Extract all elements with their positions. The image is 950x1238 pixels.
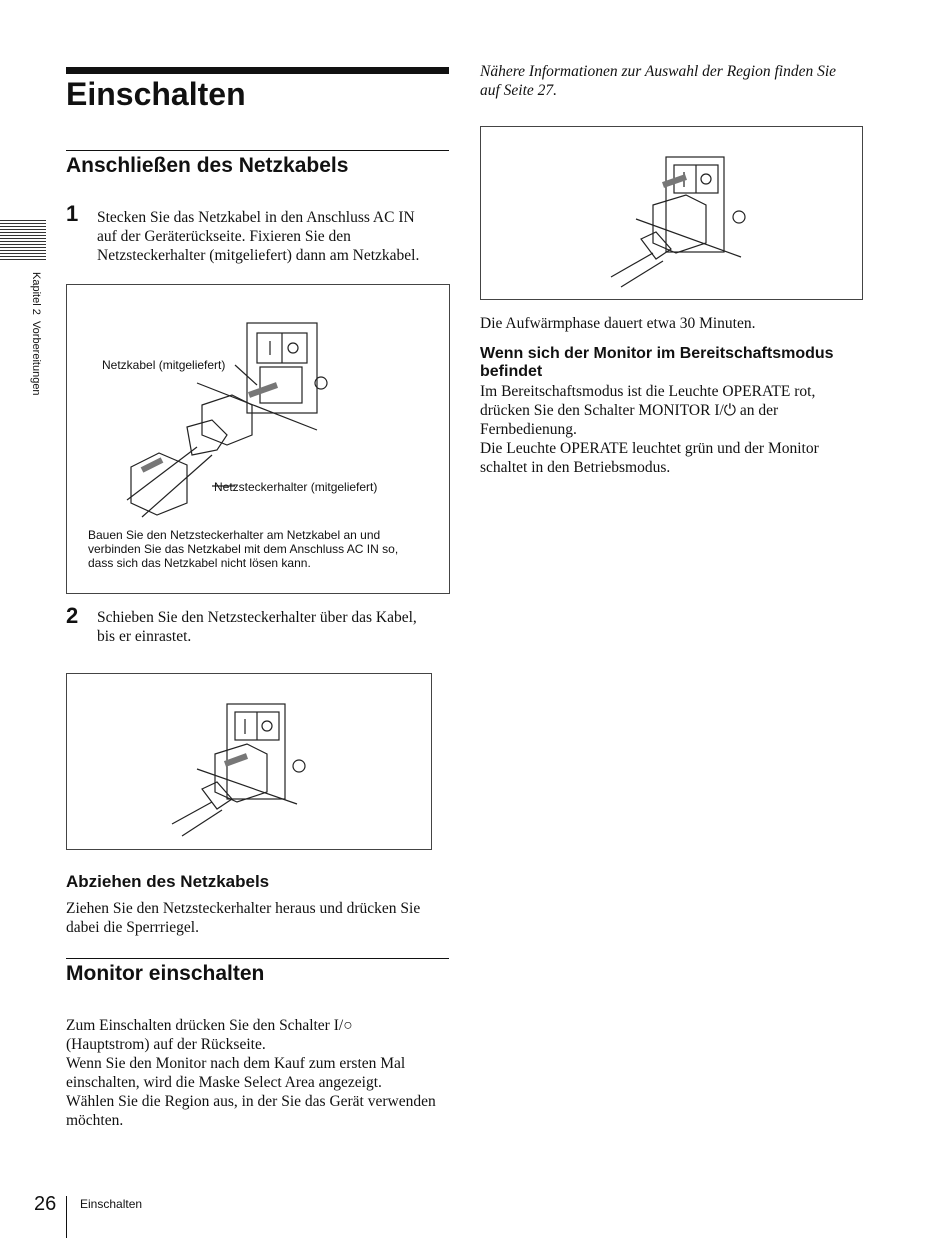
disconnect-text [66, 899, 449, 937]
text-line: Netzsteckerhalter (mitgeliefert) dann am Netzkabel. [97, 247, 420, 264]
figure-plug-locked [66, 673, 432, 850]
step2-text [97, 608, 449, 646]
standby-text [480, 382, 870, 477]
caption-line: dass sich das Netzkabel nicht lösen kann. [88, 556, 311, 570]
section-title-power-on: Monitor einschalten [66, 962, 265, 985]
figure-connect-cable [66, 284, 450, 594]
label-power-cable: Netzkabel (mitgeliefert) [102, 358, 226, 372]
section-rule [66, 150, 449, 151]
section-rule [66, 958, 449, 959]
text-line: einschalten, wird die Maske Select Area angezeigt. [66, 1074, 382, 1091]
power-on-text [66, 1016, 449, 1130]
text-line: Ziehen Sie den Netzsteckerhalter heraus und drücken Sie [66, 900, 421, 917]
section-title-disconnect: Abziehen des Netzkabels [66, 872, 270, 891]
text-line: schaltet in den Betriebsmodus. [480, 459, 671, 476]
text-line: bis er einrastet. [97, 628, 192, 645]
chapter-side-label [30, 272, 42, 396]
text-line: Im Bereitschaftsmodus ist die Leuchte OPERATE rot, [480, 383, 816, 400]
text-line: drücken Sie den Schalter MONITOR I/⏻ an der [480, 402, 779, 419]
caption-line: Bauen Sie den Netzsteckerhalter am Netzkabel an und [88, 528, 381, 542]
page-number: 26 [34, 1193, 57, 1215]
text-line: Nähere Informationen zur Auswahl der Region finden Sie [480, 63, 837, 80]
text-line: Zum Einschalten drücken Sie den Schalter I/○ [66, 1017, 353, 1034]
text-line: Die Leuchte OPERATE leuchtet grün und der Monitor [480, 440, 819, 457]
text-line: auf Seite 27. [480, 82, 558, 99]
section-label: Vorbereitungen [30, 320, 42, 396]
figure-caption [88, 528, 438, 570]
footer-divider [66, 1196, 67, 1238]
text-line: Wählen Sie die Region aus, in der Sie das Gerät verwenden [66, 1093, 436, 1110]
text-line: auf der Geräterückseite. Fixieren Sie den [97, 228, 351, 245]
heading-line: Wenn sich der Monitor im Bereitschaftsmodus [480, 345, 834, 362]
text-line: dabei die Sperrriegel. [66, 919, 199, 936]
region-info-note [480, 62, 870, 100]
chapter-rule [66, 67, 449, 74]
text-line: Fernbedienung. [480, 421, 577, 438]
chapter-tab-marker [0, 220, 46, 262]
label-plug-holder: Netzsteckerhalter (mitgeliefert) [214, 480, 378, 494]
figure-plug-right [480, 126, 863, 300]
text-line: Wenn Sie den Monitor nach dem Kauf zum ersten Mal [66, 1055, 406, 1072]
step-number: 1 [66, 201, 79, 226]
chapter-label: Kapitel 2 [30, 272, 42, 315]
caption-line: verbinden Sie das Netzkabel mit dem Anschluss AC IN so, [88, 542, 399, 556]
text-line: Stecken Sie das Netzkabel in den Anschluss AC IN [97, 209, 415, 226]
footer-title: Einschalten [80, 1197, 143, 1211]
plug-locked-illustration [67, 674, 431, 849]
warmup-text: Die Aufwärmphase dauert etwa 30 Minuten. [480, 315, 756, 332]
heading-line: befindet [480, 363, 543, 380]
step1-text [97, 208, 449, 265]
text-line: möchten. [66, 1112, 124, 1129]
text-line: (Hauptstrom) auf der Rückseite. [66, 1036, 266, 1053]
text-line: Schieben Sie den Netzsteckerhalter über das Kabel, [97, 609, 417, 626]
step-number: 2 [66, 603, 79, 628]
plug-right-illustration [481, 127, 862, 299]
standby-heading [480, 345, 880, 381]
page-title: Einschalten [66, 76, 246, 112]
section-title-connect: Anschließen des Netzkabels [66, 154, 349, 177]
